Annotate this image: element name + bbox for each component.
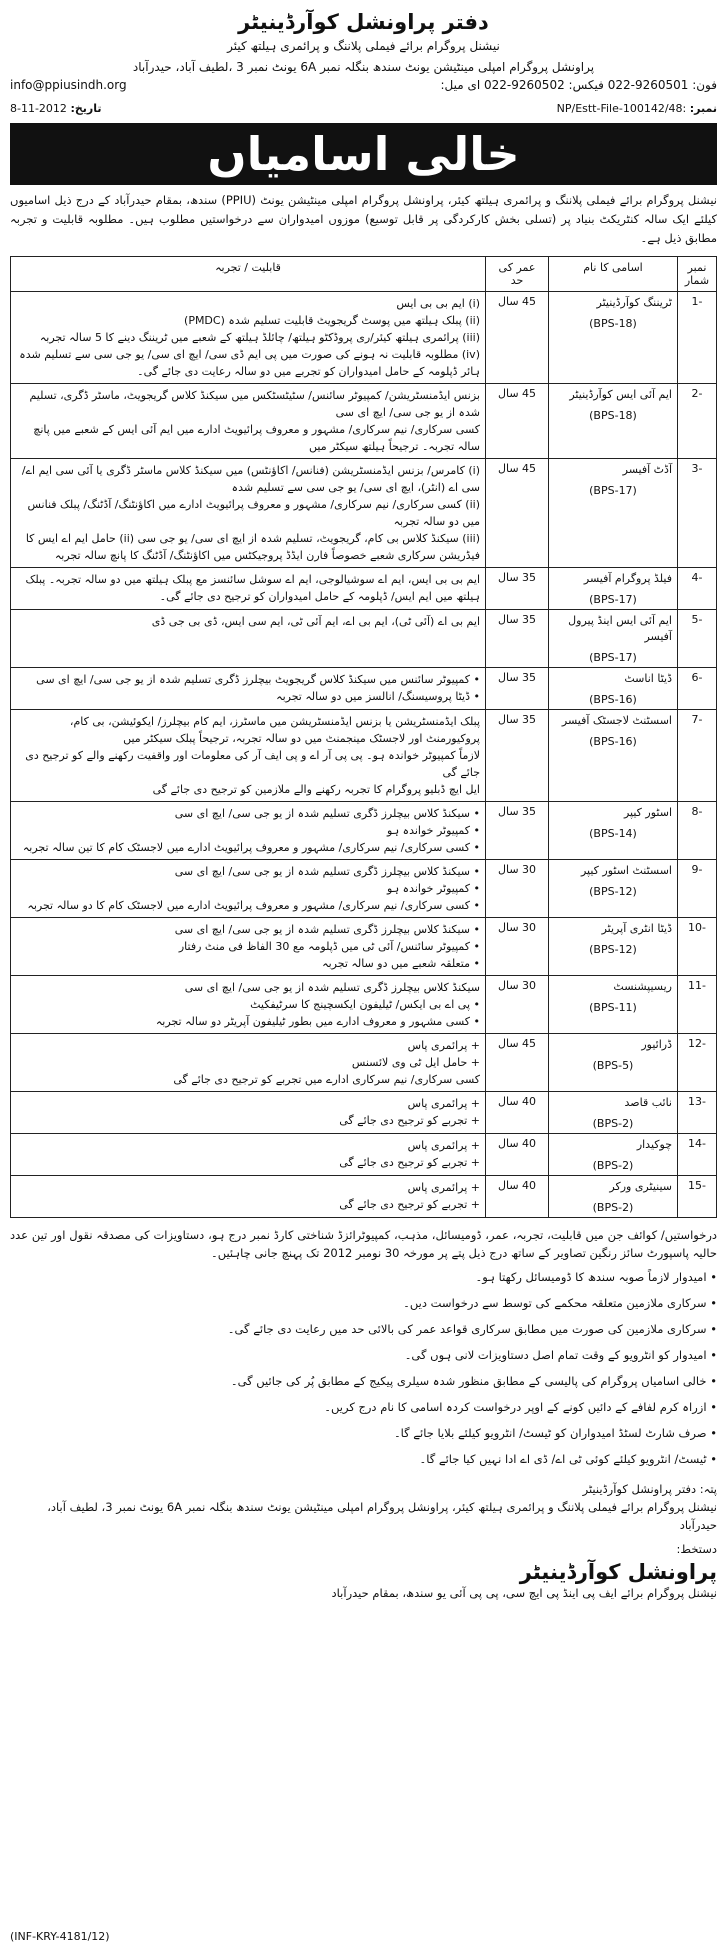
instruction-item: • سرکاری ملازمین کی صورت میں مطابق سرکاری قواعد عمر کی بالائی حد میں رعایت دی جائے گی۔ (10, 1320, 717, 1338)
row-number (678, 1134, 717, 1176)
table-row (11, 568, 717, 610)
reference-field (557, 102, 717, 115)
post-scale: (BPS-16) (589, 735, 637, 748)
date-field (10, 102, 102, 115)
row-number-text: -11 (688, 979, 706, 992)
post-scale: (BPS-5) (592, 1059, 634, 1072)
qualification-cell (11, 459, 486, 568)
age-limit: 35 سال (486, 710, 549, 802)
age-limit: 35 سال (486, 668, 549, 710)
date-value: 8-11-2012 (10, 102, 67, 115)
office-address: پراونشل پروگرام امپلی مینٹیشن یونٹ سندھ بنگلہ نمبر 6A یونٹ نمبر 3 ،لطیف آباد، حیدرآباد (132, 60, 595, 74)
row-number-text: -2 (691, 387, 703, 400)
qualification-line: • کمپیوٹر خواندہ ہو (387, 882, 480, 895)
qualification-line: (ii) پبلک ہیلتھ میں پوسٹ گریجویٹ قابلیت تسلیم شدہ (PMDC) (184, 314, 480, 327)
post-cell (549, 568, 678, 610)
qualification-line: + پرائمری پاس (407, 1139, 480, 1152)
age-limit: 45 سال (486, 459, 549, 568)
header-age: عمر کی حد (486, 257, 549, 292)
table-row (11, 860, 717, 918)
qualification-line: لازماً کمپیوٹر خواندہ ہو۔ پی پی آر اے و پی ایف آر کی معلومات اور واقفیت رکھنے والے کو ترجیح دی جائے گی (25, 749, 480, 779)
table-row (11, 710, 717, 802)
instructions-paragraph: درخواستیں/ کوائف جن میں قابلیت، تجربہ، عمر، ڈومیسائل، مذہب، کمپیوٹرائزڈ شناختی کارڈ نمبر درج ہو، دستاویزات کی مصدقہ نقول اور تین عدد حالیہ پاسپورٹ سائز رنگین تصاویر کے ساتھ درج ذیل پتے پر مورخہ 30 نومبر 2012 تک پہنچ جانی چاہئیں۔ (10, 1228, 717, 1260)
post-name: ڈیٹا اناسٹ (624, 672, 672, 685)
address-block (10, 1480, 717, 1534)
row-number-text: -12 (688, 1037, 706, 1050)
qualification-line: ایم بی اے (آئی ٹی)، ایم بی اے، ایم آئی ٹی، ایم سی ایس، ڈی بی جی ڈی (151, 615, 480, 628)
age-limit: 45 سال (486, 1034, 549, 1092)
reference-label: نمبر: (689, 102, 717, 115)
post-scale: (BPS-11) (589, 1001, 637, 1014)
qualification-line: + پرائمری پاس (407, 1181, 480, 1194)
post-name: نائب قاصد (624, 1096, 672, 1109)
post-cell (549, 860, 678, 918)
instruction-item: • امیدوار لازماً صوبہ سندھ کا ڈومیسائل رکھتا ہو۔ (10, 1268, 717, 1286)
post-cell (549, 1134, 678, 1176)
table-row (11, 976, 717, 1034)
qualification-line: + پرائمری پاس (407, 1039, 480, 1052)
row-number-text: -1 (691, 295, 703, 308)
post-scale: (BPS-16) (589, 693, 637, 706)
table-row (11, 292, 717, 384)
header-post: اسامی کا نام (549, 257, 678, 292)
post-name: ریسیپشنسٹ (613, 980, 672, 993)
row-number-text: -3 (691, 462, 703, 475)
qualification-cell (11, 1134, 486, 1176)
qualification-line: • پی اے بی ایکس/ ٹیلیفون ایکسچینج کا سرٹیفکیٹ (250, 998, 480, 1011)
vacancy-table (10, 256, 717, 1218)
advertisement-code: (INF-KRY-4181/12) (10, 1930, 110, 1943)
post-name: ایم آئی ایس کوآرڈینیٹر (569, 388, 672, 401)
qualification-line: کسی سرکاری/ نیم سرکاری ادارے میں تجربے کو ترجیح دی جائے گی (173, 1073, 480, 1086)
qualification-cell (11, 976, 486, 1034)
table-row (11, 1176, 717, 1218)
instructions-list (10, 1268, 717, 1468)
post-cell (549, 976, 678, 1034)
post-scale: (BPS-18) (589, 317, 637, 330)
row-number-text: -5 (691, 613, 703, 626)
post-name: ایم آئی ایس اینڈ پیرول آفیسر (568, 614, 672, 643)
row-number-text: -8 (691, 805, 703, 818)
age-limit: 40 سال (486, 1134, 549, 1176)
row-number (678, 710, 717, 802)
address-label: پتہ: دفتر پراونشل کوآرڈینیٹر (582, 1482, 717, 1496)
table-header-row (11, 257, 717, 292)
vacancy-rows (11, 292, 717, 1218)
reference-row (10, 102, 717, 115)
age-limit: 30 سال (486, 860, 549, 918)
qualification-line: + پرائمری پاس (407, 1097, 480, 1110)
age-limit: 45 سال (486, 384, 549, 459)
row-number (678, 384, 717, 459)
date-label: تاریخ: (70, 102, 102, 115)
row-number (678, 568, 717, 610)
post-name: ڈرائیور (641, 1038, 672, 1051)
qualification-line: • سیکنڈ کلاس بیچلرز ڈگری تسلیم شدہ از یو جی سی/ ایچ ای سی (174, 923, 480, 936)
qualification-cell (11, 568, 486, 610)
row-number (678, 292, 717, 384)
row-number-text: -14 (688, 1137, 706, 1150)
table-row (11, 1034, 717, 1092)
age-limit: 30 سال (486, 918, 549, 976)
qualification-line: • ڈیٹا پروسیسنگ/ انالسز میں دو سالہ تجربہ (276, 690, 480, 703)
row-number (678, 918, 717, 976)
qualification-cell (11, 384, 486, 459)
qualification-line: • کسی سرکاری/ نیم سرکاری/ مشہور و معروف پرائیویٹ ادارے میں لاجسٹک کام کا تین سالہ تجربہ (22, 841, 480, 854)
qualification-line: • سیکنڈ کلاس بیچلرز ڈگری تسلیم شدہ از یو جی سی/ ایچ ای سی (174, 807, 480, 820)
qualification-cell (11, 710, 486, 802)
age-limit: 30 سال (486, 976, 549, 1034)
qualification-line: • کمپیوٹر خواندہ ہو (387, 824, 480, 837)
intro-paragraph: نیشنل پروگرام برائے فیملی پلاننگ و پرائمری ہیلتھ کیئر، پراونشل پروگرام امپلی مینٹیشن یونٹ (PPIU) سندھ، بمقام حیدرآباد کے درج ذیل اسامیوں کیلئے ایک سالہ کنٹریکٹ بنیاد پر (تسلی بخش کارکردگی پر قابل توسیع) موزوں امیدواران سے درخواستیں مطلوب ہیں۔ مطلوبہ قابلیت و تجربہ مطابق ذیل ہے۔ (10, 193, 717, 245)
post-scale: (BPS-17) (589, 593, 637, 606)
row-number (678, 459, 717, 568)
table-row (11, 384, 717, 459)
qualification-cell (11, 802, 486, 860)
qualification-line: ایم بی بی ایس، ایم اے سوشیالوجی، ایم اے سوشل سائنسز مع پبلک ہیلتھ میں دو سالہ تجربہ۔ پبلک ہیلتھ میں ایم ایس/ ڈپلومہ کے حامل امیدواران کو ترجیح دی جائے گی۔ (25, 573, 480, 603)
office-title: دفتر پراونشل کوآرڈینیٹر (238, 10, 489, 34)
row-number-text: -9 (691, 863, 703, 876)
instruction-item: • امیدوار کو انٹرویو کے وقت تمام اصل دستاویزات لانی ہوں گی۔ (10, 1346, 717, 1364)
post-name: فیلڈ پروگرام آفیسر (583, 572, 672, 585)
instruction-item: • سرکاری ملازمین متعلقہ محکمے کی توسط سے درخواست دیں۔ (10, 1294, 717, 1312)
post-scale: (BPS-14) (589, 827, 637, 840)
post-scale: (BPS-2) (592, 1117, 634, 1130)
instruction-item: • خالی اسامیاں پروگرام کی پالیسی کے مطابق منظور شدہ سیلری پیکیج کے مطابق پُر کی جائیں گی۔ (10, 1372, 717, 1390)
instruction-item: • صرف شارٹ لسٹڈ امیدواران کو ٹیسٹ/ انٹرویو کیلئے بلایا جائے گا۔ (10, 1424, 717, 1442)
qualification-line: + تجربے کو ترجیح دی جائے گی (339, 1198, 480, 1211)
qualification-cell (11, 860, 486, 918)
email-text: info@ppiusindh.org (10, 78, 127, 92)
table-row (11, 802, 717, 860)
age-limit: 35 سال (486, 610, 549, 668)
signature-block (10, 1542, 717, 1600)
row-number-text: -10 (688, 921, 706, 934)
qualification-line: (ii) کسی سرکاری/ نیم سرکاری/ مشہور و معروف پرائیویٹ ادارے میں اکاؤنٹنگ/ آڈٹنگ/ پبلک فنانس میں دو سالہ تجربہ (27, 498, 480, 528)
qualification-line: پبلک ایڈمنسٹریشن یا بزنس ایڈمنسٹریشن میں ماسٹرز، ایم کام بیچلرز/ ایکوئیشن، بی کام، پروکیورمنٹ اور لاجسٹک مینجمنٹ میں دو سالہ تجربہ، ترجیحاً پبلک سیکٹر میں (69, 715, 480, 745)
qualification-line: (i) ایم بی بی ایس (396, 297, 480, 310)
qualification-line: • متعلقہ شعبے میں دو سالہ تجربہ (322, 957, 480, 970)
post-name: اسسٹنٹ لاجسٹک آفیسر (561, 714, 672, 727)
qualification-line: ایل ایچ ڈبلیو پروگرام کا تجربہ رکھنے والے ملازمین کو ترجیح دی جائے گی (152, 783, 480, 796)
row-number-text: -15 (688, 1179, 706, 1192)
qualification-cell (11, 610, 486, 668)
age-limit: 45 سال (486, 292, 549, 384)
row-number (678, 802, 717, 860)
post-cell (549, 610, 678, 668)
row-number (678, 1034, 717, 1092)
qualification-line: (iii) سیکنڈ کلاس بی کام، گریجویٹ، تسلیم شدہ از ایچ ای سی/ یو جی سی (ii) حامل ایم اے ایس کا فیڈریشن سرکاری شعبے خصوصاً فارن ایڈڈ پروجیکٹس میں اکاؤنٹنگ/ آڈٹنگ کا پانچ سالہ تجربہ (25, 532, 480, 562)
row-number-text: -6 (691, 671, 703, 684)
qualification-line: • سیکنڈ کلاس بیچلرز ڈگری تسلیم شدہ از یو جی سی/ ایچ ای سی (174, 865, 480, 878)
post-name: آڈٹ آفیسر (622, 463, 672, 476)
table-row (11, 1092, 717, 1134)
post-cell (549, 918, 678, 976)
age-limit: 35 سال (486, 802, 549, 860)
signature-line: نیشنل پروگرام برائے ایف پی اینڈ پی ایچ سی، پی پی آئی یو سندھ، بمقام حیدرآباد (331, 1586, 717, 1600)
post-name: اسٹور کیپر (623, 806, 672, 819)
post-scale: (BPS-12) (589, 943, 637, 956)
post-scale: (BPS-17) (589, 484, 637, 497)
qualification-line: + تجربے کو ترجیح دی جائے گی (339, 1156, 480, 1169)
row-number-text: -13 (688, 1095, 706, 1108)
table-row (11, 668, 717, 710)
table-row (11, 610, 717, 668)
row-number (678, 1176, 717, 1218)
qualification-line: • کمپیوٹر سائنس/ آئی ٹی میں ڈپلومہ مع 30 الفاظ فی منٹ رفتار (178, 940, 480, 953)
qualification-cell (11, 918, 486, 976)
post-cell (549, 384, 678, 459)
age-limit: 40 سال (486, 1092, 549, 1134)
post-name: چوکیدار (636, 1138, 672, 1151)
row-number (678, 976, 717, 1034)
instructions (10, 1226, 717, 1468)
post-cell (549, 1034, 678, 1092)
table-row (11, 1134, 717, 1176)
row-number-text: -7 (691, 713, 703, 726)
contact-row (10, 78, 717, 92)
post-cell (549, 802, 678, 860)
row-number-text: -4 (691, 571, 703, 584)
qualification-cell (11, 668, 486, 710)
post-cell (549, 710, 678, 802)
vacancies-banner: خالی اسامیاں (10, 123, 717, 185)
row-number (678, 668, 717, 710)
qualification-cell (11, 1176, 486, 1218)
post-scale: (BPS-18) (589, 409, 637, 422)
post-scale: (BPS-2) (592, 1159, 634, 1172)
age-limit: 35 سال (486, 568, 549, 610)
qualification-line: سیکنڈ کلاس بیچلرز ڈگری تسلیم شدہ از یو جی سی/ ایچ ای سی (184, 981, 480, 994)
qualification-line: (i) کامرس/ بزنس ایڈمنسٹریشن (فنانس/ اکاؤنٹس) میں سیکنڈ کلاس ماسٹر ڈگری یا آئی سی ایم اے/ سی اے (انٹر)، ایچ ای سی/ یو جی سی سے تسلیم شدہ (21, 464, 480, 494)
header-number: نمبر شمار (678, 257, 717, 292)
table-row (11, 459, 717, 568)
qualification-cell (11, 1034, 486, 1092)
qualification-line: (iii) پرائمری ہیلتھ کیئر/ری پروڈکٹو ہیلتھ/ چائلڈ ہیلتھ کے شعبے میں ٹریننگ دینے کا 5 سالہ تجربہ (39, 331, 480, 344)
address-line: نیشنل پروگرام برائے فیملی پلاننگ و پرائمری ہیلتھ کیئر، پراونشل پروگرام امپلی مینٹیشن یونٹ سندھ بنگلہ نمبر 6A یونٹ نمبر 3، لطیف آباد، حیدرآباد (47, 1500, 717, 1532)
post-scale: (BPS-12) (589, 885, 637, 898)
post-cell (549, 459, 678, 568)
table-row (11, 918, 717, 976)
post-scale: (BPS-2) (592, 1201, 634, 1214)
row-number (678, 610, 717, 668)
reference-value: NP/Estt-File-100142/48: (556, 102, 687, 115)
post-cell (549, 1092, 678, 1134)
phone-fax-text: فون: 9260501-022 فیکس: 9260502-022 ای میل: (440, 78, 717, 92)
signature-label: دستخط: (676, 1542, 717, 1556)
qualification-cell (11, 1092, 486, 1134)
qualification-line: • کسی سرکاری/ نیم سرکاری/ مشہور و معروف پرائیویٹ ادارے میں لاجسٹک کام کا دو سالہ تجربہ (27, 899, 480, 912)
qualification-line: + تجربے کو ترجیح دی جائے گی (339, 1114, 480, 1127)
post-cell (549, 668, 678, 710)
qualification-line: • کمپیوٹر سائنس میں سیکنڈ کلاس گریجویٹ بیچلرز ڈگری تسلیم شدہ از یو جی سی/ ایچ ای سی (36, 673, 480, 686)
instruction-item: • ازراہ کرم لفافے کے دائیں کونے کے اوپر درخواست کردہ اسامی کا نام درج کریں۔ (10, 1398, 717, 1416)
advertisement-page (10, 8, 717, 1945)
instruction-item: • ٹیسٹ/ انٹرویو کیلئے کوئی ٹی اے/ ڈی اے ادا نہیں کیا جائے گا۔ (10, 1450, 717, 1468)
qualification-line: • کسی مشہور و معروف ادارے میں بطور ٹیلیفون آپریٹر دو سالہ تجربہ (155, 1015, 480, 1028)
post-name: سینیٹری ورکر (609, 1180, 672, 1193)
qualification-line: کسی سرکاری/ نیم سرکاری/ مشہور و معروف پرائیویٹ ادارے میں ایم آئی ایس کے شعبے میں پانچ سالہ تجربہ۔ ترجیحاً ہیلتھ سیکٹر میں (33, 423, 480, 453)
qualification-cell (11, 292, 486, 384)
row-number (678, 1092, 717, 1134)
qualification-line: بزنس ایڈمنسٹریشن/ کمپیوٹر سائنس/ سٹیٹسٹکس میں سیکنڈ کلاس گریجویٹ، ماسٹر ڈگری، تسلیم شدہ از یو جی سی/ ایچ ای سی (29, 389, 480, 419)
post-cell (549, 292, 678, 384)
post-name: ڈیٹا انٹری آپریٹر (601, 922, 672, 935)
program-name: نیشنل پروگرام برائے فیملی پلاننگ و پرائمری ہیلتھ کیئر (227, 39, 500, 53)
signature-name: پراونشل کوآرڈینیٹر (519, 1560, 717, 1584)
qualification-line: (iv) مطلوبہ قابلیت نہ ہونے کی صورت میں پی ایم ڈی سی/ ایچ ای سی/ یو جی سی سے تسلیم شدہ ہائر ڈپلومہ کے حامل امیدواران کو تجربے میں دو سالہ رعایت دی جائے گی۔ (19, 348, 480, 378)
post-scale: (BPS-17) (589, 651, 637, 664)
post-cell (549, 1176, 678, 1218)
row-number (678, 860, 717, 918)
qualification-line: + حامل ایل ٹی وی لائسنس (351, 1056, 480, 1069)
header-qualification: قابلیت / تجربہ (11, 257, 486, 292)
age-limit: 40 سال (486, 1176, 549, 1218)
post-name: اسسٹنٹ اسٹور کیپر (580, 864, 672, 877)
post-name: ٹریننگ کوآرڈینیٹر (596, 296, 672, 309)
